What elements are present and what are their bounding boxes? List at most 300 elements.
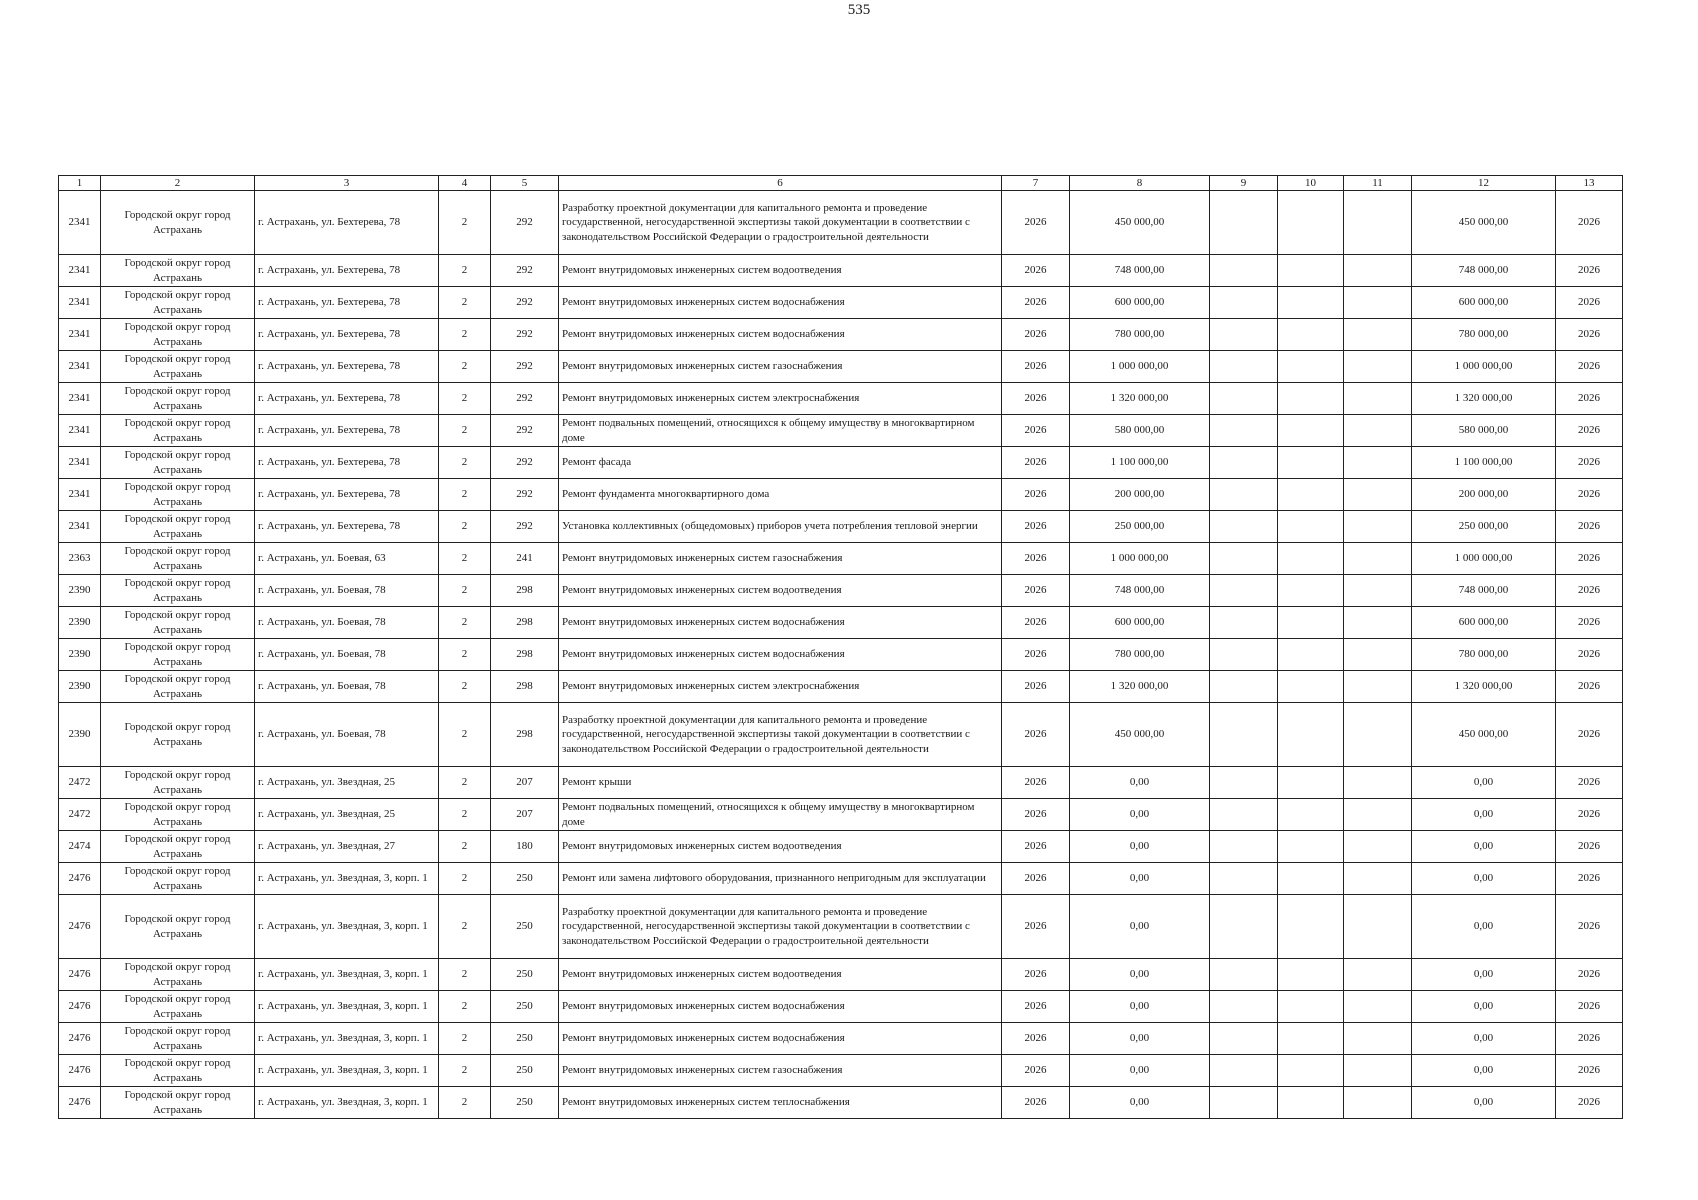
cost-cell: 748 000,00 <box>1070 575 1210 607</box>
column-4-cell: 2 <box>439 479 491 511</box>
completion-year-cell: 2026 <box>1556 255 1623 287</box>
cost-cell: 1 320 000,00 <box>1070 671 1210 703</box>
column-5-cell: 250 <box>491 1055 559 1087</box>
row-number-cell: 2390 <box>59 575 101 607</box>
municipality-cell: Городской округ город Астрахань <box>101 351 255 383</box>
column-5-cell: 292 <box>491 511 559 543</box>
column-9-cell <box>1210 991 1278 1023</box>
table-row <box>59 671 1623 703</box>
cost-cell: 0,00 <box>1070 1023 1210 1055</box>
row-number-cell: 2341 <box>59 383 101 415</box>
total-cost-cell: 0,00 <box>1412 959 1556 991</box>
municipality-cell: Городской округ город Астрахань <box>101 1023 255 1055</box>
column-5-cell: 207 <box>491 767 559 799</box>
cost-cell: 0,00 <box>1070 1087 1210 1119</box>
column-10-cell <box>1278 1055 1344 1087</box>
row-number-cell: 2472 <box>59 799 101 831</box>
year-cell: 2026 <box>1002 543 1070 575</box>
completion-year-cell: 2026 <box>1556 383 1623 415</box>
completion-year-cell: 2026 <box>1556 991 1623 1023</box>
column-5-cell: 298 <box>491 671 559 703</box>
municipality-cell: Городской округ город Астрахань <box>101 415 255 447</box>
total-cost-cell: 780 000,00 <box>1412 319 1556 351</box>
row-number-cell: 2476 <box>59 1055 101 1087</box>
work-type-cell: Ремонт или замена лифтового оборудования, признанного непригодным для эксплуатации <box>559 863 1002 895</box>
column-10-cell <box>1278 479 1344 511</box>
column-5-cell: 250 <box>491 959 559 991</box>
work-type-cell: Разработку проектной документации для капитального ремонта и проведение государственной, негосударственной экспертизы такой документации в соответствии с законодательством Российской Федерации о градостроительной деятельности <box>559 703 1002 767</box>
completion-year-cell: 2026 <box>1556 1023 1623 1055</box>
column-5-cell: 250 <box>491 991 559 1023</box>
year-cell: 2026 <box>1002 959 1070 991</box>
column-5-cell: 292 <box>491 383 559 415</box>
year-cell: 2026 <box>1002 287 1070 319</box>
cost-cell: 0,00 <box>1070 1055 1210 1087</box>
work-type-cell: Ремонт внутридомовых инженерных систем электроснабжения <box>559 383 1002 415</box>
address-cell: г. Астрахань, ул. Бехтерева, 78 <box>255 255 439 287</box>
municipality-cell: Городской округ город Астрахань <box>101 255 255 287</box>
year-cell: 2026 <box>1002 191 1070 255</box>
completion-year-cell: 2026 <box>1556 639 1623 671</box>
column-header: 10 <box>1278 176 1344 191</box>
address-cell: г. Астрахань, ул. Звездная, 3, корп. 1 <box>255 991 439 1023</box>
year-cell: 2026 <box>1002 767 1070 799</box>
completion-year-cell: 2026 <box>1556 863 1623 895</box>
work-schedule-table <box>58 175 1623 1119</box>
column-9-cell <box>1210 447 1278 479</box>
column-4-cell: 2 <box>439 415 491 447</box>
work-type-cell: Ремонт внутридомовых инженерных систем газоснабжения <box>559 1055 1002 1087</box>
column-header: 5 <box>491 176 559 191</box>
year-cell: 2026 <box>1002 255 1070 287</box>
year-cell: 2026 <box>1002 447 1070 479</box>
year-cell: 2026 <box>1002 415 1070 447</box>
row-number-cell: 2341 <box>59 255 101 287</box>
work-type-cell: Ремонт подвальных помещений, относящихся к общему имуществу в многоквартирном доме <box>559 415 1002 447</box>
column-4-cell: 2 <box>439 863 491 895</box>
completion-year-cell: 2026 <box>1556 415 1623 447</box>
column-5-cell: 298 <box>491 703 559 767</box>
address-cell: г. Астрахань, ул. Звездная, 3, корп. 1 <box>255 895 439 959</box>
column-9-cell <box>1210 319 1278 351</box>
year-cell: 2026 <box>1002 479 1070 511</box>
column-5-cell: 250 <box>491 895 559 959</box>
row-number-cell: 2476 <box>59 959 101 991</box>
completion-year-cell: 2026 <box>1556 959 1623 991</box>
address-cell: г. Астрахань, ул. Боевая, 78 <box>255 671 439 703</box>
table-row <box>59 863 1623 895</box>
address-cell: г. Астрахань, ул. Бехтерева, 78 <box>255 511 439 543</box>
work-type-cell: Разработку проектной документации для капитального ремонта и проведение государственной, негосударственной экспертизы такой документации в соответствии с законодательством Российской Федерации о градостроительной деятельности <box>559 191 1002 255</box>
cost-cell: 600 000,00 <box>1070 287 1210 319</box>
table-row <box>59 255 1623 287</box>
column-11-cell <box>1344 607 1412 639</box>
row-number-cell: 2390 <box>59 639 101 671</box>
column-9-cell <box>1210 383 1278 415</box>
column-5-cell: 241 <box>491 543 559 575</box>
column-11-cell <box>1344 863 1412 895</box>
completion-year-cell: 2026 <box>1556 351 1623 383</box>
column-header: 3 <box>255 176 439 191</box>
work-type-cell: Ремонт внутридомовых инженерных систем водоснабжения <box>559 287 1002 319</box>
column-10-cell <box>1278 639 1344 671</box>
column-4-cell: 2 <box>439 607 491 639</box>
column-11-cell <box>1344 319 1412 351</box>
column-4-cell: 2 <box>439 1023 491 1055</box>
municipality-cell: Городской округ город Астрахань <box>101 479 255 511</box>
row-number-cell: 2474 <box>59 831 101 863</box>
column-10-cell <box>1278 1023 1344 1055</box>
column-9-cell <box>1210 959 1278 991</box>
cost-cell: 0,00 <box>1070 831 1210 863</box>
column-10-cell <box>1278 863 1344 895</box>
row-number-cell: 2476 <box>59 895 101 959</box>
column-4-cell: 2 <box>439 639 491 671</box>
row-number-cell: 2341 <box>59 351 101 383</box>
row-number-cell: 2341 <box>59 191 101 255</box>
year-cell: 2026 <box>1002 703 1070 767</box>
year-cell: 2026 <box>1002 511 1070 543</box>
completion-year-cell: 2026 <box>1556 191 1623 255</box>
cost-cell: 780 000,00 <box>1070 639 1210 671</box>
column-11-cell <box>1344 447 1412 479</box>
address-cell: г. Астрахань, ул. Бехтерева, 78 <box>255 191 439 255</box>
row-number-cell: 2341 <box>59 447 101 479</box>
year-cell: 2026 <box>1002 1023 1070 1055</box>
column-5-cell: 292 <box>491 447 559 479</box>
column-9-cell <box>1210 703 1278 767</box>
total-cost-cell: 580 000,00 <box>1412 415 1556 447</box>
column-11-cell <box>1344 383 1412 415</box>
work-type-cell: Ремонт внутридомовых инженерных систем электроснабжения <box>559 671 1002 703</box>
work-type-cell: Ремонт фундамента многоквартирного дома <box>559 479 1002 511</box>
cost-cell: 600 000,00 <box>1070 607 1210 639</box>
completion-year-cell: 2026 <box>1556 1087 1623 1119</box>
address-cell: г. Астрахань, ул. Боевая, 78 <box>255 703 439 767</box>
column-4-cell: 2 <box>439 543 491 575</box>
row-number-cell: 2476 <box>59 863 101 895</box>
column-4-cell: 2 <box>439 191 491 255</box>
address-cell: г. Астрахань, ул. Звездная, 3, корп. 1 <box>255 1023 439 1055</box>
column-11-cell <box>1344 799 1412 831</box>
column-9-cell <box>1210 895 1278 959</box>
column-10-cell <box>1278 383 1344 415</box>
table-row <box>59 703 1623 767</box>
municipality-cell: Городской округ город Астрахань <box>101 1055 255 1087</box>
work-type-cell: Ремонт подвальных помещений, относящихся к общему имуществу в многоквартирном доме <box>559 799 1002 831</box>
row-number-cell: 2341 <box>59 511 101 543</box>
table-row <box>59 351 1623 383</box>
column-number-row <box>59 176 1623 191</box>
cost-cell: 0,00 <box>1070 991 1210 1023</box>
column-4-cell: 2 <box>439 511 491 543</box>
address-cell: г. Астрахань, ул. Звездная, 3, корп. 1 <box>255 1087 439 1119</box>
column-9-cell <box>1210 415 1278 447</box>
completion-year-cell: 2026 <box>1556 895 1623 959</box>
column-4-cell: 2 <box>439 351 491 383</box>
column-10-cell <box>1278 831 1344 863</box>
column-4-cell: 2 <box>439 959 491 991</box>
column-5-cell: 292 <box>491 415 559 447</box>
work-type-cell: Ремонт внутридомовых инженерных систем водоотведения <box>559 575 1002 607</box>
column-11-cell <box>1344 1055 1412 1087</box>
municipality-cell: Городской округ город Астрахань <box>101 511 255 543</box>
year-cell: 2026 <box>1002 895 1070 959</box>
column-9-cell <box>1210 1055 1278 1087</box>
total-cost-cell: 600 000,00 <box>1412 287 1556 319</box>
column-10-cell <box>1278 991 1344 1023</box>
column-9-cell <box>1210 799 1278 831</box>
total-cost-cell: 200 000,00 <box>1412 479 1556 511</box>
municipality-cell: Городской округ город Астрахань <box>101 575 255 607</box>
cost-cell: 0,00 <box>1070 959 1210 991</box>
work-type-cell: Ремонт внутридомовых инженерных систем газоснабжения <box>559 351 1002 383</box>
cost-cell: 748 000,00 <box>1070 255 1210 287</box>
column-9-cell <box>1210 191 1278 255</box>
total-cost-cell: 0,00 <box>1412 991 1556 1023</box>
municipality-cell: Городской округ город Астрахань <box>101 671 255 703</box>
table-row <box>59 511 1623 543</box>
total-cost-cell: 1 320 000,00 <box>1412 671 1556 703</box>
column-9-cell <box>1210 863 1278 895</box>
column-5-cell: 207 <box>491 799 559 831</box>
total-cost-cell: 1 100 000,00 <box>1412 447 1556 479</box>
column-9-cell <box>1210 1087 1278 1119</box>
column-5-cell: 298 <box>491 575 559 607</box>
address-cell: г. Астрахань, ул. Звездная, 3, корп. 1 <box>255 1055 439 1087</box>
total-cost-cell: 0,00 <box>1412 1055 1556 1087</box>
column-11-cell <box>1344 255 1412 287</box>
column-9-cell <box>1210 639 1278 671</box>
completion-year-cell: 2026 <box>1556 479 1623 511</box>
column-5-cell: 250 <box>491 1023 559 1055</box>
address-cell: г. Астрахань, ул. Бехтерева, 78 <box>255 479 439 511</box>
municipality-cell: Городской округ город Астрахань <box>101 543 255 575</box>
column-5-cell: 250 <box>491 1087 559 1119</box>
year-cell: 2026 <box>1002 575 1070 607</box>
completion-year-cell: 2026 <box>1556 1055 1623 1087</box>
column-10-cell <box>1278 255 1344 287</box>
work-type-cell: Ремонт внутридомовых инженерных систем водоснабжения <box>559 607 1002 639</box>
table-row <box>59 383 1623 415</box>
column-10-cell <box>1278 703 1344 767</box>
column-header: 9 <box>1210 176 1278 191</box>
column-11-cell <box>1344 351 1412 383</box>
completion-year-cell: 2026 <box>1556 575 1623 607</box>
column-10-cell <box>1278 447 1344 479</box>
municipality-cell: Городской округ город Астрахань <box>101 799 255 831</box>
cost-cell: 450 000,00 <box>1070 703 1210 767</box>
work-type-cell: Ремонт фасада <box>559 447 1002 479</box>
column-5-cell: 250 <box>491 863 559 895</box>
table-row <box>59 607 1623 639</box>
column-5-cell: 298 <box>491 639 559 671</box>
column-10-cell <box>1278 191 1344 255</box>
table-row <box>59 959 1623 991</box>
table-row <box>59 895 1623 959</box>
municipality-cell: Городской округ город Астрахань <box>101 607 255 639</box>
column-9-cell <box>1210 607 1278 639</box>
column-4-cell: 2 <box>439 1055 491 1087</box>
row-number-cell: 2476 <box>59 1023 101 1055</box>
address-cell: г. Астрахань, ул. Боевая, 78 <box>255 607 439 639</box>
municipality-cell: Городской округ город Астрахань <box>101 831 255 863</box>
column-11-cell <box>1344 959 1412 991</box>
address-cell: г. Астрахань, ул. Звездная, 27 <box>255 831 439 863</box>
address-cell: г. Астрахань, ул. Бехтерева, 78 <box>255 383 439 415</box>
row-number-cell: 2341 <box>59 415 101 447</box>
column-10-cell <box>1278 671 1344 703</box>
column-9-cell <box>1210 831 1278 863</box>
cost-cell: 0,00 <box>1070 799 1210 831</box>
column-4-cell: 2 <box>439 767 491 799</box>
row-number-cell: 2476 <box>59 991 101 1023</box>
column-4-cell: 2 <box>439 799 491 831</box>
column-11-cell <box>1344 543 1412 575</box>
completion-year-cell: 2026 <box>1556 799 1623 831</box>
address-cell: г. Астрахань, ул. Бехтерева, 78 <box>255 351 439 383</box>
column-11-cell <box>1344 767 1412 799</box>
municipality-cell: Городской округ город Астрахань <box>101 863 255 895</box>
column-10-cell <box>1278 959 1344 991</box>
address-cell: г. Астрахань, ул. Звездная, 3, корп. 1 <box>255 863 439 895</box>
column-header: 12 <box>1412 176 1556 191</box>
column-11-cell <box>1344 639 1412 671</box>
column-11-cell <box>1344 575 1412 607</box>
column-10-cell <box>1278 511 1344 543</box>
column-9-cell <box>1210 351 1278 383</box>
column-4-cell: 2 <box>439 895 491 959</box>
column-11-cell <box>1344 831 1412 863</box>
column-10-cell <box>1278 351 1344 383</box>
column-9-cell <box>1210 287 1278 319</box>
column-5-cell: 292 <box>491 287 559 319</box>
column-11-cell <box>1344 703 1412 767</box>
completion-year-cell: 2026 <box>1556 543 1623 575</box>
column-header: 8 <box>1070 176 1210 191</box>
column-11-cell <box>1344 991 1412 1023</box>
municipality-cell: Городской округ город Астрахань <box>101 1087 255 1119</box>
year-cell: 2026 <box>1002 863 1070 895</box>
total-cost-cell: 0,00 <box>1412 831 1556 863</box>
table-row <box>59 767 1623 799</box>
address-cell: г. Астрахань, ул. Боевая, 63 <box>255 543 439 575</box>
cost-cell: 780 000,00 <box>1070 319 1210 351</box>
cost-cell: 200 000,00 <box>1070 479 1210 511</box>
address-cell: г. Астрахань, ул. Бехтерева, 78 <box>255 287 439 319</box>
table-row <box>59 575 1623 607</box>
table-row <box>59 1055 1623 1087</box>
row-number-cell: 2390 <box>59 671 101 703</box>
municipality-cell: Городской округ город Астрахань <box>101 191 255 255</box>
column-5-cell: 180 <box>491 831 559 863</box>
total-cost-cell: 250 000,00 <box>1412 511 1556 543</box>
column-4-cell: 2 <box>439 831 491 863</box>
column-10-cell <box>1278 543 1344 575</box>
completion-year-cell: 2026 <box>1556 831 1623 863</box>
address-cell: г. Астрахань, ул. Бехтерева, 78 <box>255 415 439 447</box>
total-cost-cell: 0,00 <box>1412 863 1556 895</box>
completion-year-cell: 2026 <box>1556 511 1623 543</box>
row-number-cell: 2363 <box>59 543 101 575</box>
table-row <box>59 287 1623 319</box>
column-11-cell <box>1344 895 1412 959</box>
total-cost-cell: 0,00 <box>1412 767 1556 799</box>
completion-year-cell: 2026 <box>1556 767 1623 799</box>
year-cell: 2026 <box>1002 351 1070 383</box>
completion-year-cell: 2026 <box>1556 607 1623 639</box>
table-row <box>59 1087 1623 1119</box>
row-number-cell: 2390 <box>59 703 101 767</box>
total-cost-cell: 0,00 <box>1412 1087 1556 1119</box>
table-row <box>59 191 1623 255</box>
work-type-cell: Ремонт внутридомовых инженерных систем водоснабжения <box>559 319 1002 351</box>
column-11-cell <box>1344 1087 1412 1119</box>
work-type-cell: Ремонт внутридомовых инженерных систем газоснабжения <box>559 543 1002 575</box>
cost-cell: 0,00 <box>1070 863 1210 895</box>
column-4-cell: 2 <box>439 447 491 479</box>
table-row <box>59 479 1623 511</box>
work-type-cell: Ремонт внутридомовых инженерных систем водоотведения <box>559 255 1002 287</box>
address-cell: г. Астрахань, ул. Звездная, 25 <box>255 799 439 831</box>
column-header: 4 <box>439 176 491 191</box>
column-4-cell: 2 <box>439 1087 491 1119</box>
year-cell: 2026 <box>1002 607 1070 639</box>
municipality-cell: Городской округ город Астрахань <box>101 383 255 415</box>
table-row <box>59 447 1623 479</box>
column-11-cell <box>1344 191 1412 255</box>
year-cell: 2026 <box>1002 991 1070 1023</box>
year-cell: 2026 <box>1002 799 1070 831</box>
row-number-cell: 2476 <box>59 1087 101 1119</box>
cost-cell: 1 320 000,00 <box>1070 383 1210 415</box>
year-cell: 2026 <box>1002 383 1070 415</box>
column-header: 13 <box>1556 176 1623 191</box>
total-cost-cell: 450 000,00 <box>1412 703 1556 767</box>
column-9-cell <box>1210 1023 1278 1055</box>
work-type-cell: Разработку проектной документации для капитального ремонта и проведение государственной, негосударственной экспертизы такой документации в соответствии с законодательством Российской Федерации о градостроительной деятельности <box>559 895 1002 959</box>
column-header: 2 <box>101 176 255 191</box>
row-number-cell: 2472 <box>59 767 101 799</box>
column-11-cell <box>1344 415 1412 447</box>
column-11-cell <box>1344 479 1412 511</box>
address-cell: г. Астрахань, ул. Бехтерева, 78 <box>255 447 439 479</box>
completion-year-cell: 2026 <box>1556 671 1623 703</box>
column-4-cell: 2 <box>439 671 491 703</box>
table-body <box>59 191 1623 1119</box>
cost-cell: 250 000,00 <box>1070 511 1210 543</box>
municipality-cell: Городской округ город Астрахань <box>101 959 255 991</box>
total-cost-cell: 1 000 000,00 <box>1412 351 1556 383</box>
column-9-cell <box>1210 511 1278 543</box>
column-5-cell: 292 <box>491 191 559 255</box>
completion-year-cell: 2026 <box>1556 287 1623 319</box>
completion-year-cell: 2026 <box>1556 447 1623 479</box>
column-11-cell <box>1344 671 1412 703</box>
municipality-cell: Городской округ город Астрахань <box>101 447 255 479</box>
cost-cell: 1 000 000,00 <box>1070 543 1210 575</box>
cost-cell: 0,00 <box>1070 767 1210 799</box>
column-4-cell: 2 <box>439 575 491 607</box>
total-cost-cell: 748 000,00 <box>1412 575 1556 607</box>
municipality-cell: Городской округ город Астрахань <box>101 991 255 1023</box>
cost-cell: 0,00 <box>1070 895 1210 959</box>
work-type-cell: Ремонт внутридомовых инженерных систем теплоснабжения <box>559 1087 1002 1119</box>
work-type-cell: Ремонт внутридомовых инженерных систем водоснабжения <box>559 1023 1002 1055</box>
year-cell: 2026 <box>1002 831 1070 863</box>
column-10-cell <box>1278 575 1344 607</box>
column-header: 1 <box>59 176 101 191</box>
